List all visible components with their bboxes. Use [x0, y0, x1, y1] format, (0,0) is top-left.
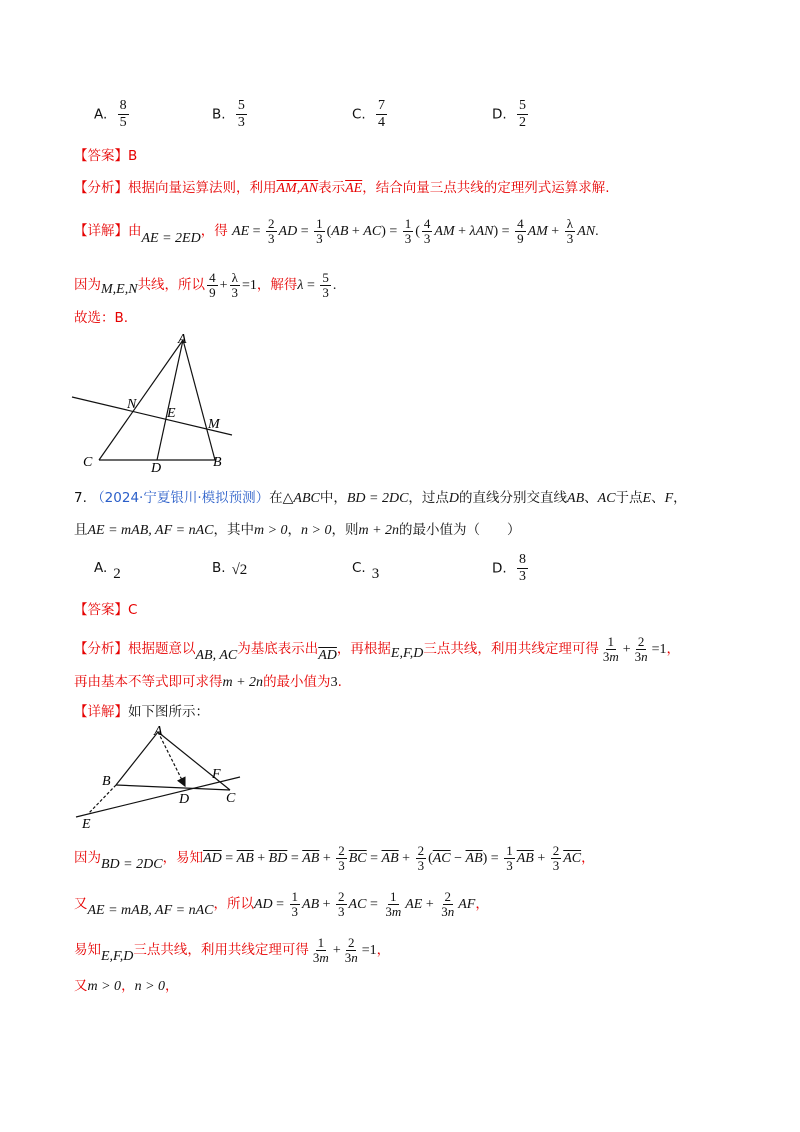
q6-option-a-fraction: $\frac{8}{5}$: [119, 98, 127, 130]
q6-option-b[interactable]: B. $\frac{5}{3}$: [212, 98, 245, 130]
fig1-side-ab: [183, 340, 215, 460]
q6-option-a[interactable]: A. $\frac{8}{5}$: [94, 98, 127, 130]
fig2-vector-ad: [158, 732, 185, 786]
q6-condition: AE = 2ED: [141, 231, 201, 246]
q7-detail-line-2: 又AE = mAB, AF = nAC，所以AD = $\frac{1}{3}$ AB + $\frac{2}{3}$ AC = $\frac{1}{3m}$ AE + $\frac{2}{3n}$ AF，: [74, 888, 489, 919]
q6-because-line: 因为M,E,N共线，所以 $\frac{4}{9}$ + $\frac{\lambda}{3}$ =1，解得λ = $\frac{5}{3}$ .: [74, 269, 337, 300]
vector-am-an: AM,AN: [276, 181, 319, 196]
answer-value: B: [128, 148, 138, 164]
q7-stem-line-1: 7. （2024·宁夏银川·模拟预测）在△ABC中，BD = 2DC，过点D的直线分别交直线AB、AC于点E、F，: [74, 490, 687, 506]
fig2-label-f: F: [212, 767, 221, 782]
fig1-label-b: B: [213, 455, 222, 470]
fig1-label-a: A: [178, 332, 187, 347]
q7-detail-line-4: 又m > 0，n > 0，: [74, 978, 179, 994]
q7-detail-line: 【详解】如下图所示：: [74, 704, 209, 720]
q7-ad-in-ae-af: AD = $\frac{1}{3}$ AB + $\frac{2}{3}$ AC = $\frac{1}{3m}$ AE + $\frac{2}{3n}$ AF: [253, 888, 476, 919]
fig1-label-c: C: [83, 455, 93, 470]
fig1-label-d: D: [151, 461, 162, 475]
q6-option-c[interactable]: C. $\frac{7}{4}$: [352, 98, 386, 130]
q7-collinear-equation-2: $\frac{1}{3m}$ + $\frac{2}{3n}$ =1: [312, 934, 377, 965]
q7-source: （2024·宁夏银川·模拟预测）: [91, 490, 270, 506]
fig2-extension-ab: [88, 785, 116, 814]
fig2-label-e: E: [82, 817, 91, 832]
q7-option-c[interactable]: C. 3: [352, 560, 380, 582]
fig1-label-e: E: [167, 406, 176, 421]
q6-option-b-fraction: $\frac{5}{3}$: [237, 98, 245, 130]
fig2-side-ab: [116, 732, 158, 785]
q6-option-d[interactable]: D. $\frac{5}{2}$: [492, 98, 526, 130]
q6-option-c-fraction: $\frac{7}{4}$: [378, 98, 386, 130]
answer-tag: 【答案】: [74, 148, 128, 164]
fig2-label-d: D: [179, 792, 190, 807]
fig2-label-b: B: [102, 774, 111, 789]
q7-detail-line-3: 易知E,F,D三点共线，利用共线定理可得 $\frac{1}{3m}$ + $\frac{2}{3n}$ =1，: [74, 934, 391, 965]
fig2-label-a: A: [154, 724, 163, 739]
fig2-label-c: C: [226, 791, 236, 806]
detail-tag: 【详解】: [74, 223, 128, 239]
fig2-side-bc: [116, 785, 230, 790]
q7-option-b[interactable]: B. √2: [212, 560, 248, 578]
q6-choice-line: 故选：B.: [74, 310, 129, 326]
figure-triangle-abc-2: [70, 722, 250, 832]
q6-points: M,E,N: [101, 282, 138, 297]
q7-answer-line: [74, 600, 137, 620]
q6-answer-line: [74, 146, 137, 166]
fig1-label-n: N: [127, 397, 137, 412]
q7-analysis-line-1: 【分析】根据题意以AB, AC为基底表示出$\overline{AD}$，再根据E,F,D三点共线，利用共线定理可得 $\frac{1}{3m}$ + $\frac{2}{3n}$ =1，: [74, 633, 681, 664]
q7-option-d[interactable]: D. $\frac{8}{3}$: [492, 552, 526, 584]
q7-option-a[interactable]: A. 2: [94, 560, 121, 582]
answer-tag: 【答案】: [74, 602, 128, 618]
q7-stem-line-2: 且AE = mAB, AF = nAC，其中m > 0，n > 0，则m + 2n的最小值为（ ）: [74, 522, 521, 538]
q6-detail-line: 【详解】由AE = 2ED，得 AE = $\frac{2}{3}$ AD = $\frac{1}{3}$ (AB + AC) = $\frac{1}{3}$ ( $\frac{4}{3}$ AM + λAN) = $\frac{4}{9}$ AM + $\frac{\lambda}{3}$ AN.: [74, 215, 599, 246]
analysis-tag: 【分析】: [74, 641, 128, 657]
q7-condition-bd-2dc: BD = 2DC: [346, 491, 409, 506]
fig1-label-m: M: [208, 417, 220, 432]
q6-analysis-line: 【分析】根据向量运算法则，利用AM,AN表示$\overline{AE}$，结合向量三点共线的定理列式运算求解.: [74, 180, 610, 196]
q7-collinear-equation: $\frac{1}{3m}$ + $\frac{2}{3n}$ =1: [602, 633, 667, 664]
q6-lambda-result: λ = $\frac{5}{3}$ .: [297, 269, 337, 300]
q7-ad-derivation: $\overline{AD} = \overline{AB} + \overline{BD} = \overline{AB}$ + $\frac{2}{3}$ $\overline{BC} = \overline{AB}$ + $\frac{2}{3}$ $(\overline{AC} - \overline{AB})$ = $\frac{1}{3}$ $\overline{AB}$ + $\frac{2}{3}$ $\overline{AC}$: [203, 842, 582, 873]
fig2-line-ef: [76, 777, 240, 817]
answer-value: C: [128, 602, 138, 618]
figure-triangle-abc-1: [70, 330, 240, 475]
analysis-tag: 【分析】: [74, 180, 128, 196]
q6-option-d-fraction: $\frac{5}{2}$: [518, 98, 526, 130]
q7-detail-line-1: 因为BD = 2DC，易知$\overline{AD} = \overline{AB} + \overline{BD} = \overline{AB}$ + $\frac{2}{3}$ $\overline{BC} = \overline{AB}$ + $\frac{2}{3}$ $(\overline{AC} - \overline{AB})$ = $\frac{1}{3}$ $\overline{AB}$ + $\frac{2}{3}$ $\overline{AC}$，: [74, 842, 595, 873]
q7-condition-ae-af: AE = mAB, AF = nAC: [87, 523, 214, 538]
q6-derivation: AE = $\frac{2}{3}$ AD = $\frac{1}{3}$ (AB + AC) = $\frac{1}{3}$ ( $\frac{4}{3}$ AM + λAN) = $\frac{4}{9}$ AM + $\frac{\lambda}{3}$ AN.: [232, 215, 599, 246]
q6-collinear-equation: $\frac{4}{9}$ + $\frac{\lambda}{3}$ =1: [209, 269, 257, 300]
detail-tag: 【详解】: [74, 704, 128, 720]
q7-number: 7.: [74, 490, 87, 506]
q7-analysis-line-2: 再由基本不等式即可求得m + 2n的最小值为3.: [74, 674, 342, 690]
q7-option-d-fraction: $\frac{8}{3}$: [518, 552, 526, 584]
vector-ae: $\overline{AE}$: [345, 181, 363, 196]
